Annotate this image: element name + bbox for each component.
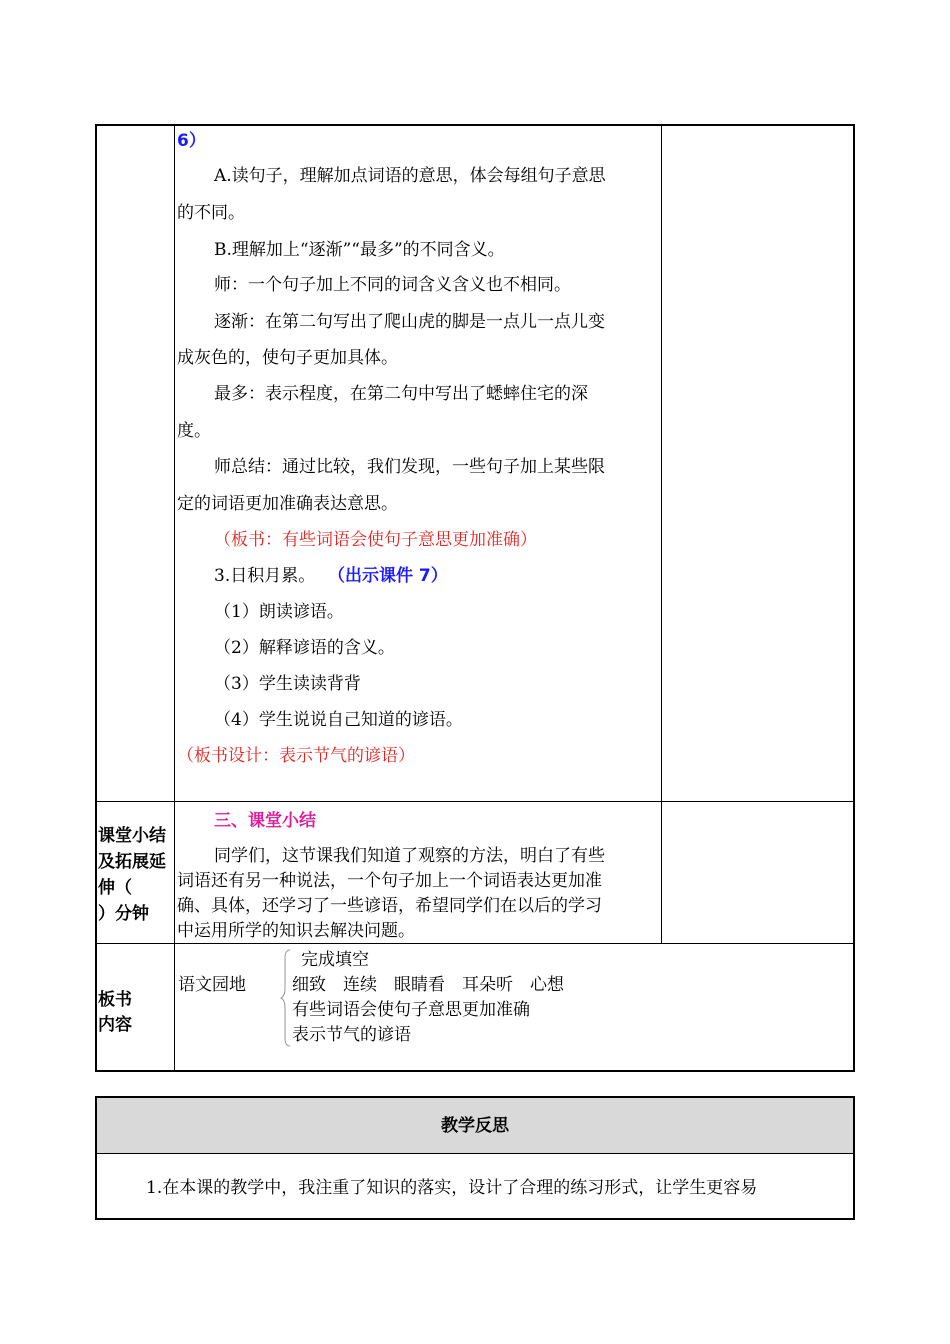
lesson-line: 师总结：通过比较，我们发现，一些句子加上某些限 <box>214 457 605 477</box>
summary-body-line: 同学们，这节课我们知道了观察的方法，明白了有些 <box>214 846 605 866</box>
lesson-line: （3）学生读读背背 <box>214 674 361 694</box>
board-item: 细致 连续 眼睛看 耳朵听 心想 <box>292 975 564 995</box>
table-row-divider-2 <box>95 943 855 944</box>
lesson-line: 最多：表示程度，在第二句中写出了蟋蟀住宅的深 <box>214 384 588 404</box>
lesson-line: B.理解加上“逐渐”“最多”的不同含义。 <box>214 240 505 260</box>
board-design-red: （板书设计：表示节气的谚语） <box>177 746 415 766</box>
table-border-right <box>853 124 855 1072</box>
board-item: 完成填空 <box>301 950 369 970</box>
table-border-bottom <box>95 1070 855 1072</box>
reflection-title: 教学反思 <box>441 1116 509 1136</box>
lesson-line: 逐渐：在第二句写出了爬山虎的脚是一点儿一点儿变 <box>214 312 605 332</box>
lesson-line: A.读句子，理解加点词语的意思，体会每组句子意思 <box>214 166 606 186</box>
lesson-line: （4）学生说说自己知道的谚语。 <box>214 710 463 730</box>
lesson-line: 的不同。 <box>177 203 245 223</box>
reflection-border-left <box>95 1096 97 1220</box>
lesson-line: 定的词语更加准确表达意思。 <box>177 494 398 514</box>
reflection-border-right <box>853 1096 855 1220</box>
lesson-line: 成灰色的，使句子更加具体。 <box>177 348 398 368</box>
summary-label: 及拓展延 <box>98 852 166 872</box>
table-border-left <box>95 124 97 1072</box>
table-row-divider-1 <box>95 801 855 802</box>
table-border-top <box>95 124 855 126</box>
reflection-divider <box>95 1153 855 1154</box>
lesson-line: 度。 <box>177 421 211 441</box>
summary-label: ）分钟 <box>98 904 149 924</box>
lesson-line: （1）朗读谚语。 <box>214 602 344 622</box>
summary-label: 课堂小结 <box>98 826 166 846</box>
summary-body-line: 中运用所学的知识去解决问题。 <box>177 921 415 941</box>
reflection-text: 1.在本课的教学中，我注重了知识的落实，设计了合理的练习形式，让学生更容易 <box>146 1178 758 1198</box>
lesson-line: 3.日积月累。 <box>214 566 316 586</box>
summary-body-line: 确、具体，还学习了一些谚语，希望同学们在以后的学习 <box>177 896 602 916</box>
summary-heading: 三、课堂小结 <box>214 811 316 831</box>
summary-label: 伸（ <box>98 878 132 898</box>
lesson-line: 6） <box>177 131 206 151</box>
board-label: 内容 <box>98 1015 132 1035</box>
table-col-divider-1 <box>174 124 175 1072</box>
board-label: 板书 <box>98 990 132 1010</box>
lesson-line: （2）解释谚语的含义。 <box>214 638 395 658</box>
reflection-border-top <box>95 1096 855 1098</box>
reflection-border-bottom <box>95 1218 855 1220</box>
board-note-red: （板书：有些词语会使句子意思更加准确） <box>214 530 537 550</box>
courseware-note: （出示课件 7） <box>328 566 448 586</box>
summary-body-line: 词语还有另一种说法，一个句子加上一个词语表达更加准 <box>177 871 602 891</box>
lesson-line: 师：一个句子加上不同的词含义含义也不相同。 <box>214 275 571 295</box>
board-item: 有些词语会使句子意思更加准确 <box>292 1000 530 1020</box>
board-item: 表示节气的谚语 <box>292 1025 411 1045</box>
board-root: 语文园地 <box>178 975 246 995</box>
table-col-divider-2 <box>661 124 662 944</box>
